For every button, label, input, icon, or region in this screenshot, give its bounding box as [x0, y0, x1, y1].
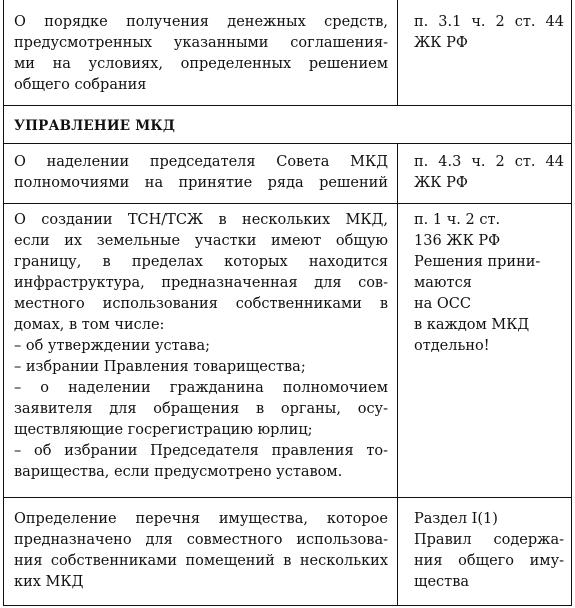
cell-text-line: О наделении председателя Совета МКД — [14, 154, 388, 170]
table-cell-reference — [398, 0, 571, 105]
cell-text-line: границу, в пределах которых находится — [14, 254, 388, 270]
cell-text-line: – о наделении гражданина полномочием — [14, 380, 388, 396]
cell-ref-line: п. 3.1 ч. 2 ст. 44 — [414, 14, 564, 30]
cell-text-line: домах, в том числе: — [14, 317, 165, 333]
cell-text-line: ми на условиях, определенных решением — [14, 56, 388, 72]
cell-text-line: О создании ТСН/ТСЖ в нескольких МКД, — [14, 212, 388, 228]
legal-table — [3, 0, 572, 606]
cell-text-line: полномочиями на принятие ряда решений — [14, 175, 388, 191]
cell-text-line: предусмотренных указанными соглашения- — [14, 35, 388, 51]
cell-ref-line: 136 ЖК РФ — [414, 233, 501, 249]
table-cell-description — [4, 144, 398, 203]
cell-text-line: общего собрания — [14, 77, 147, 93]
table-cell-reference — [398, 498, 571, 606]
table-cell-description — [4, 204, 398, 497]
cell-text-line: местного использования собственниками в — [14, 296, 388, 312]
cell-text-line: – об избрании Председателя правления то- — [14, 443, 388, 459]
section-heading-row — [4, 106, 571, 144]
cell-text-line: ких МКД — [14, 574, 84, 590]
cell-text-line: – об утверждении устава; — [14, 338, 210, 354]
cell-ref-line: Правил содержа- — [414, 532, 564, 548]
table-cell-reference — [398, 204, 571, 497]
table-row — [4, 0, 571, 106]
table-row — [4, 498, 571, 606]
cell-text-line: Определение перечня имущества, которое — [14, 511, 388, 527]
cell-text-line: инфраструктура, предназначенная для сов- — [14, 275, 388, 291]
section-heading: УПРАВЛЕНИЕ МКД — [14, 118, 176, 134]
cell-ref-line: на ОСС — [414, 296, 471, 312]
cell-ref-line: ЖК РФ — [414, 35, 468, 51]
table-cell-description — [4, 498, 398, 606]
cell-text-line: если их земельные участки имеют общую — [14, 233, 388, 249]
cell-ref-line: отдельно! — [414, 338, 490, 354]
table-cell-description — [4, 0, 398, 105]
cell-ref-line: маются — [414, 275, 472, 291]
cell-ref-line: в каждом МКД — [414, 317, 530, 333]
table-row — [4, 204, 571, 498]
cell-ref-line: п. 4.3 ч. 2 ст. 44 — [414, 154, 564, 170]
cell-text-line: ществляющие госрегистрацию юрлиц; — [14, 422, 313, 438]
cell-ref-line: п. 1 ч. 2 ст. — [414, 212, 501, 228]
cell-text-line: заявителя для обращения в органы, осу- — [14, 401, 388, 417]
cell-text-line: – избрании Правления товарищества; — [14, 359, 306, 375]
table-cell-reference — [398, 144, 571, 203]
cell-text-line: предназначено для совместного использова- — [14, 532, 388, 548]
table-row — [4, 144, 571, 204]
cell-ref-line: ЖК РФ — [414, 175, 468, 191]
cell-text-line: ния собственниками помещений в нескольких — [14, 553, 388, 569]
cell-ref-line: ния общего иму- — [414, 553, 564, 569]
cell-ref-line: Решения прини- — [414, 254, 541, 270]
cell-text-line: варищества, если предусмотрено уставом. — [14, 464, 343, 480]
cell-text-line: О порядке получения денежных средств, — [14, 14, 388, 30]
cell-ref-line: Раздел I(1) — [414, 511, 498, 527]
cell-ref-line: щества — [414, 574, 470, 590]
